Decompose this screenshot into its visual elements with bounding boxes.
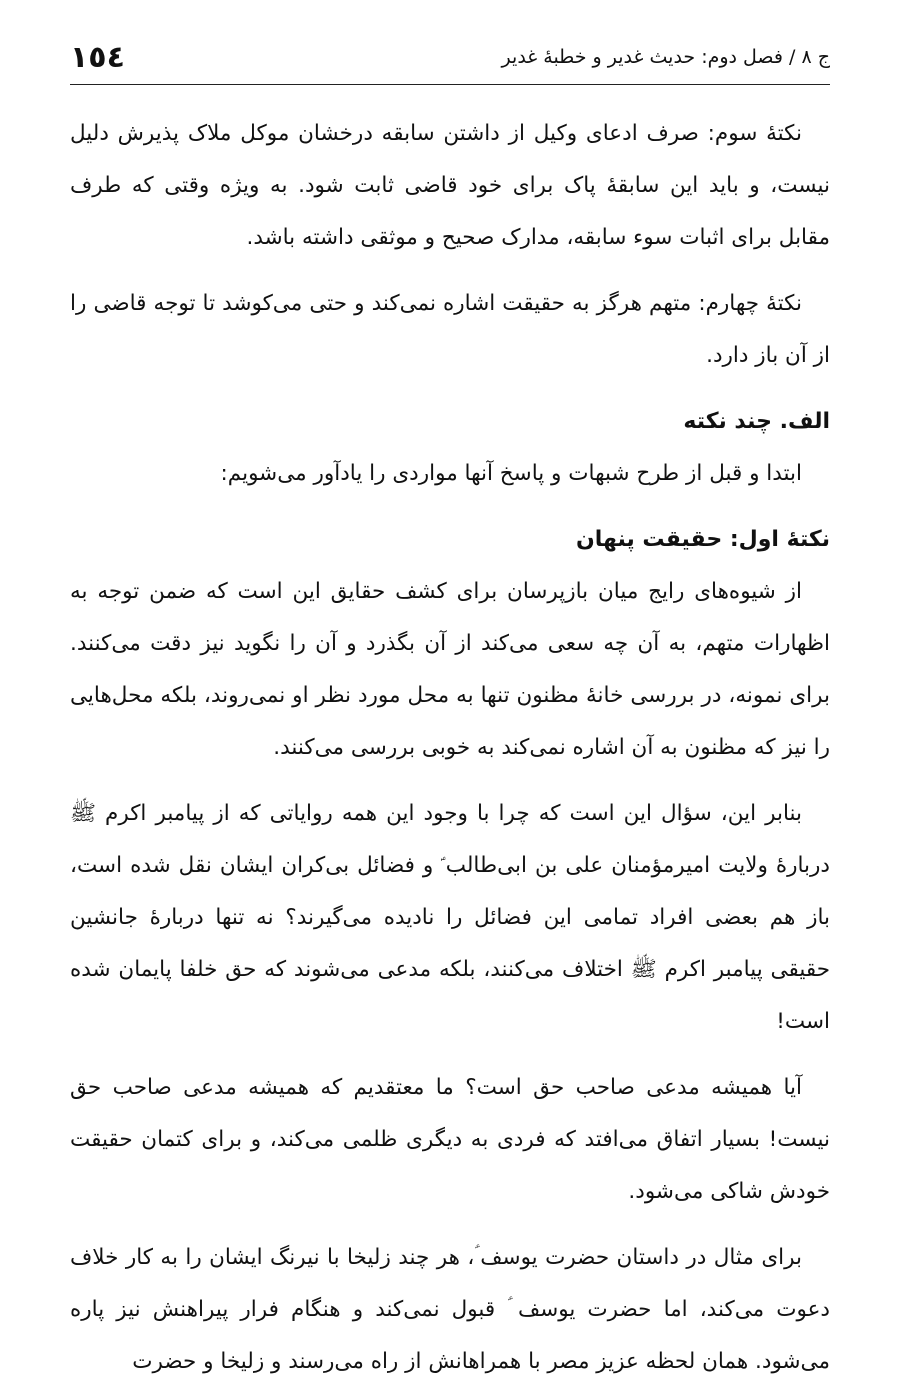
section-heading-first-point: نکتهٔ اول: حقیقت پنهان [575, 527, 830, 552]
page-header [70, 30, 830, 85]
page-number: ١٥٤ [70, 39, 125, 75]
paragraph-question: بنابر این، سؤال این است که چرا با وجود این همه روایاتی که از پیامبر اکرم ﷺ دربارهٔ ولایت امیرمؤمنان علی بن ابی‌طالب ؑ و فضائل بی‌کران ایشان نقل شده است، باز هم بعضی افراد تمامی این فضائل را نادیده می‌گیرند؟ نه تنها دربارهٔ جانشین حقیقی پیامبر اکرم ﷺ اختلاف می‌کنند، بلکه مدعی می‌شوند که حق خلفا پایمان شده است! [70, 801, 830, 1034]
paragraph-hidden-truth: از شیوه‌های رایج میان بازپرسان برای کشف حقایق این است که ضمن توجه به اظهارات متهم، به آن چه سعی می‌کند از آن بگذرد و آن را نگوید نیز دقت می‌کنند. برای نمونه، در بررسی خانهٔ مظنون تنها به محل مورد نظر او نمی‌روند، بلکه محل‌هایی را نیز که مظنون به آن اشاره نمی‌کند به خوبی بررسی می‌کنند. [70, 579, 830, 760]
paragraph-intro: ابتدا و قبل از طرح شبهات و پاسخ آنها مواردی را یادآور می‌شویم: [220, 461, 802, 486]
page-content [70, 108, 830, 1388]
section-heading-a: الف. چند نکته [683, 409, 830, 434]
paragraph-point-three: نکتهٔ سوم: صرف ادعای وکیل از داشتن سابقه درخشان موکل ملاک پذیرش دلیل نیست، و باید این سابقهٔ پاک برای خود قاضی ثابت شود. به ویژه وقتی که طرف مقابل برای اثبات سوء سابقه، مدارک صحیح و موثقی داشته باشد. [70, 121, 830, 250]
running-title: ج ٨ / فصل دوم: حدیث غدیر و خطبهٔ غدیر [501, 46, 830, 68]
paragraph-claimant: آیا همیشه مدعی صاحب حق است؟ ما معتقدیم که همیشه مدعی صاحب حق نیست! بسیار اتفاق می‌افتد که فردی به دیگری ظلمی می‌کند، و برای کتمان حقیقت خودش شاکی می‌شود. [70, 1075, 830, 1204]
paragraph-point-four: نکتهٔ چهارم: متهم هرگز به حقیقت اشاره نمی‌کند و حتی می‌کوشد تا توجه قاضی را از آن باز دارد. [70, 291, 830, 368]
paragraph-yusuf-example: برای مثال در داستان حضرت یوسف ؑ، هر چند زلیخا با نیرنگ ایشان را به کار خلاف دعوت می‌کند، اما حضرت یوسف ؑ قبول نمی‌کند و هنگام فرار پیراهنش نیز پاره می‌شود. همان لحظه عزیز مصر با همراهانش از راه می‌رسند و زلیخا و حضرت [70, 1245, 830, 1374]
